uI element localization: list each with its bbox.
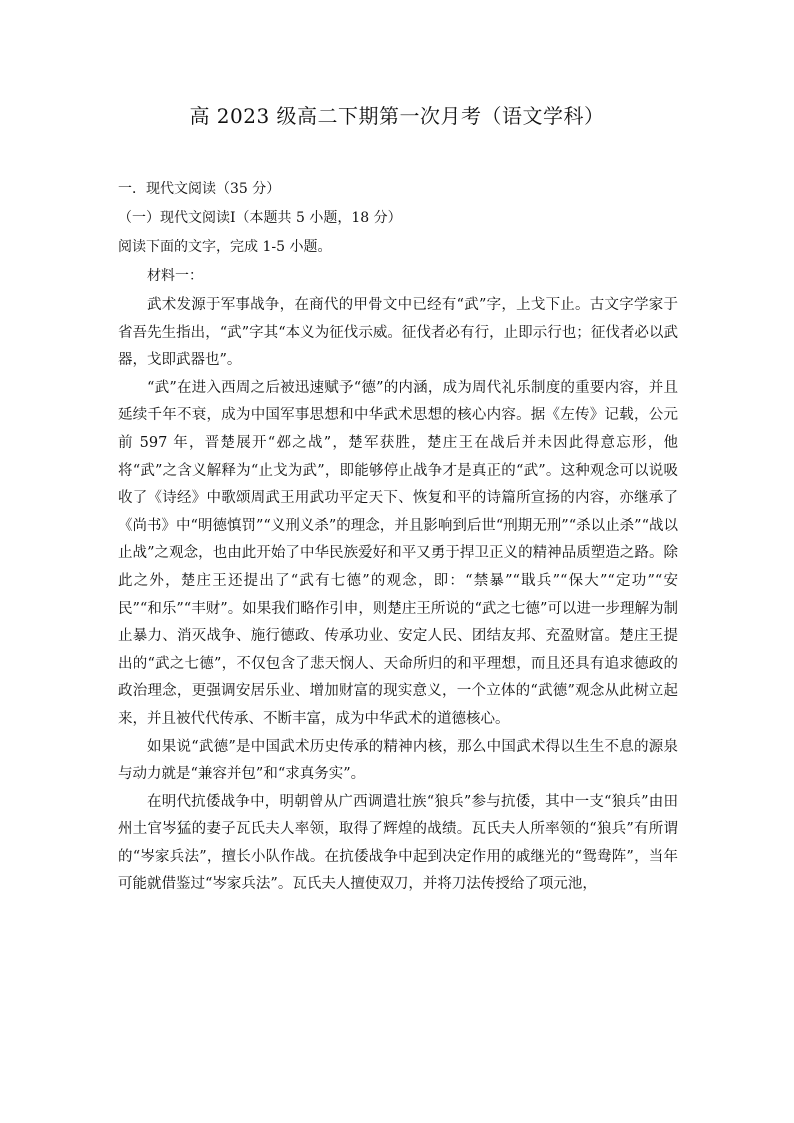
paragraph: 在明代抗倭战争中，明朝曾从广西调遣壮族“狼兵”参与抗倭，其中一支“狼兵”由田州土官岑猛的妻子瓦氏夫人率领，取得了辉煌的战绩。瓦氏夫人所率领的“狼兵”有所谓的“岑家兵法”，擅长小队作战。在抗倭战争中起到决定作用的戚继光的“鸳鸯阵”，当年可能就借鉴过“岑家兵法”。瓦氏夫人擅使双刀，并将刀法传授给了项元池，	[118, 793, 678, 893]
section-heading: 一．现代文阅读（35 分）	[118, 181, 281, 197]
article-body	[118, 292, 678, 899]
subsection-heading: （一）现代文阅读Ⅰ（本题共 5 小题，18 分）	[118, 210, 402, 226]
material-label: 材料一：	[147, 268, 203, 284]
document-title: 高 2023 级高二下期第一次月考（语文学科）	[189, 104, 605, 128]
paragraph: 如果说“武德”是中国武术历史传承的精神内核，那么中国武术得以生生不息的源泉与动力就是“兼容并包”和“求真务实”。	[118, 738, 678, 783]
paragraph: “武”在进入西周之后被迅速赋予“德”的内涵，成为周代礼乐制度的重要内容，并且延续千年不衰，成为中国军事思想和中华武术思想的核心内容。据《左传》记载，公元前 597 年，晋楚展开“邲之战”，楚军获胜，楚庄王在战后并未因此得意忘形，他将“武”之含义解释为“止戈为武”，即能够停止战争才是真正的“武”。这种观念可以说吸收了《诗经》中歌颂周武王用武功平定天下、恢复和平的诗篇所宣扬的内容，亦继承了《尚书》中“明德慎罚”“义刑义杀”的理念，并且影响到后世“刑期无刑”“杀以止杀”“战以止战”之观念，也由此开始了中华民族爱好和平又勇于捍卫正义的精神品质塑造之路。除此之外，楚庄王还提出了“武有七德”的观念，即：“禁暴”“戢兵”“保大”“定功”“安民”“和乐”“丰财”。如果我们略作引申，则楚庄王所说的“武之七德”可以进一步理解为制止暴力、消灭战争、施行德政、传承功业、安定人民、团结友邦、充盈财富。楚庄王提出的“武之七德”，不仅包含了悲天悯人、天命所归的和平理想，而且还具有追求德政的政治理念，更强调安居乐业、增加财富的现实意义，一个立体的“武德”观念从此树立起来，并且被代代传承、不断丰富，成为中华武术的道德核心。	[118, 379, 678, 727]
reading-instruction: 阅读下面的文字，完成 1-5 小题。	[118, 239, 332, 255]
paragraph: 武术发源于军事战争，在商代的甲骨文中已经有“武”字，上戈下止。古文字学家于省吾先生指出，“武”字其“本义为征伐示威。征伐者必有行，止即示行也；征伐者必以武器，戈即武器也”。	[118, 297, 678, 369]
